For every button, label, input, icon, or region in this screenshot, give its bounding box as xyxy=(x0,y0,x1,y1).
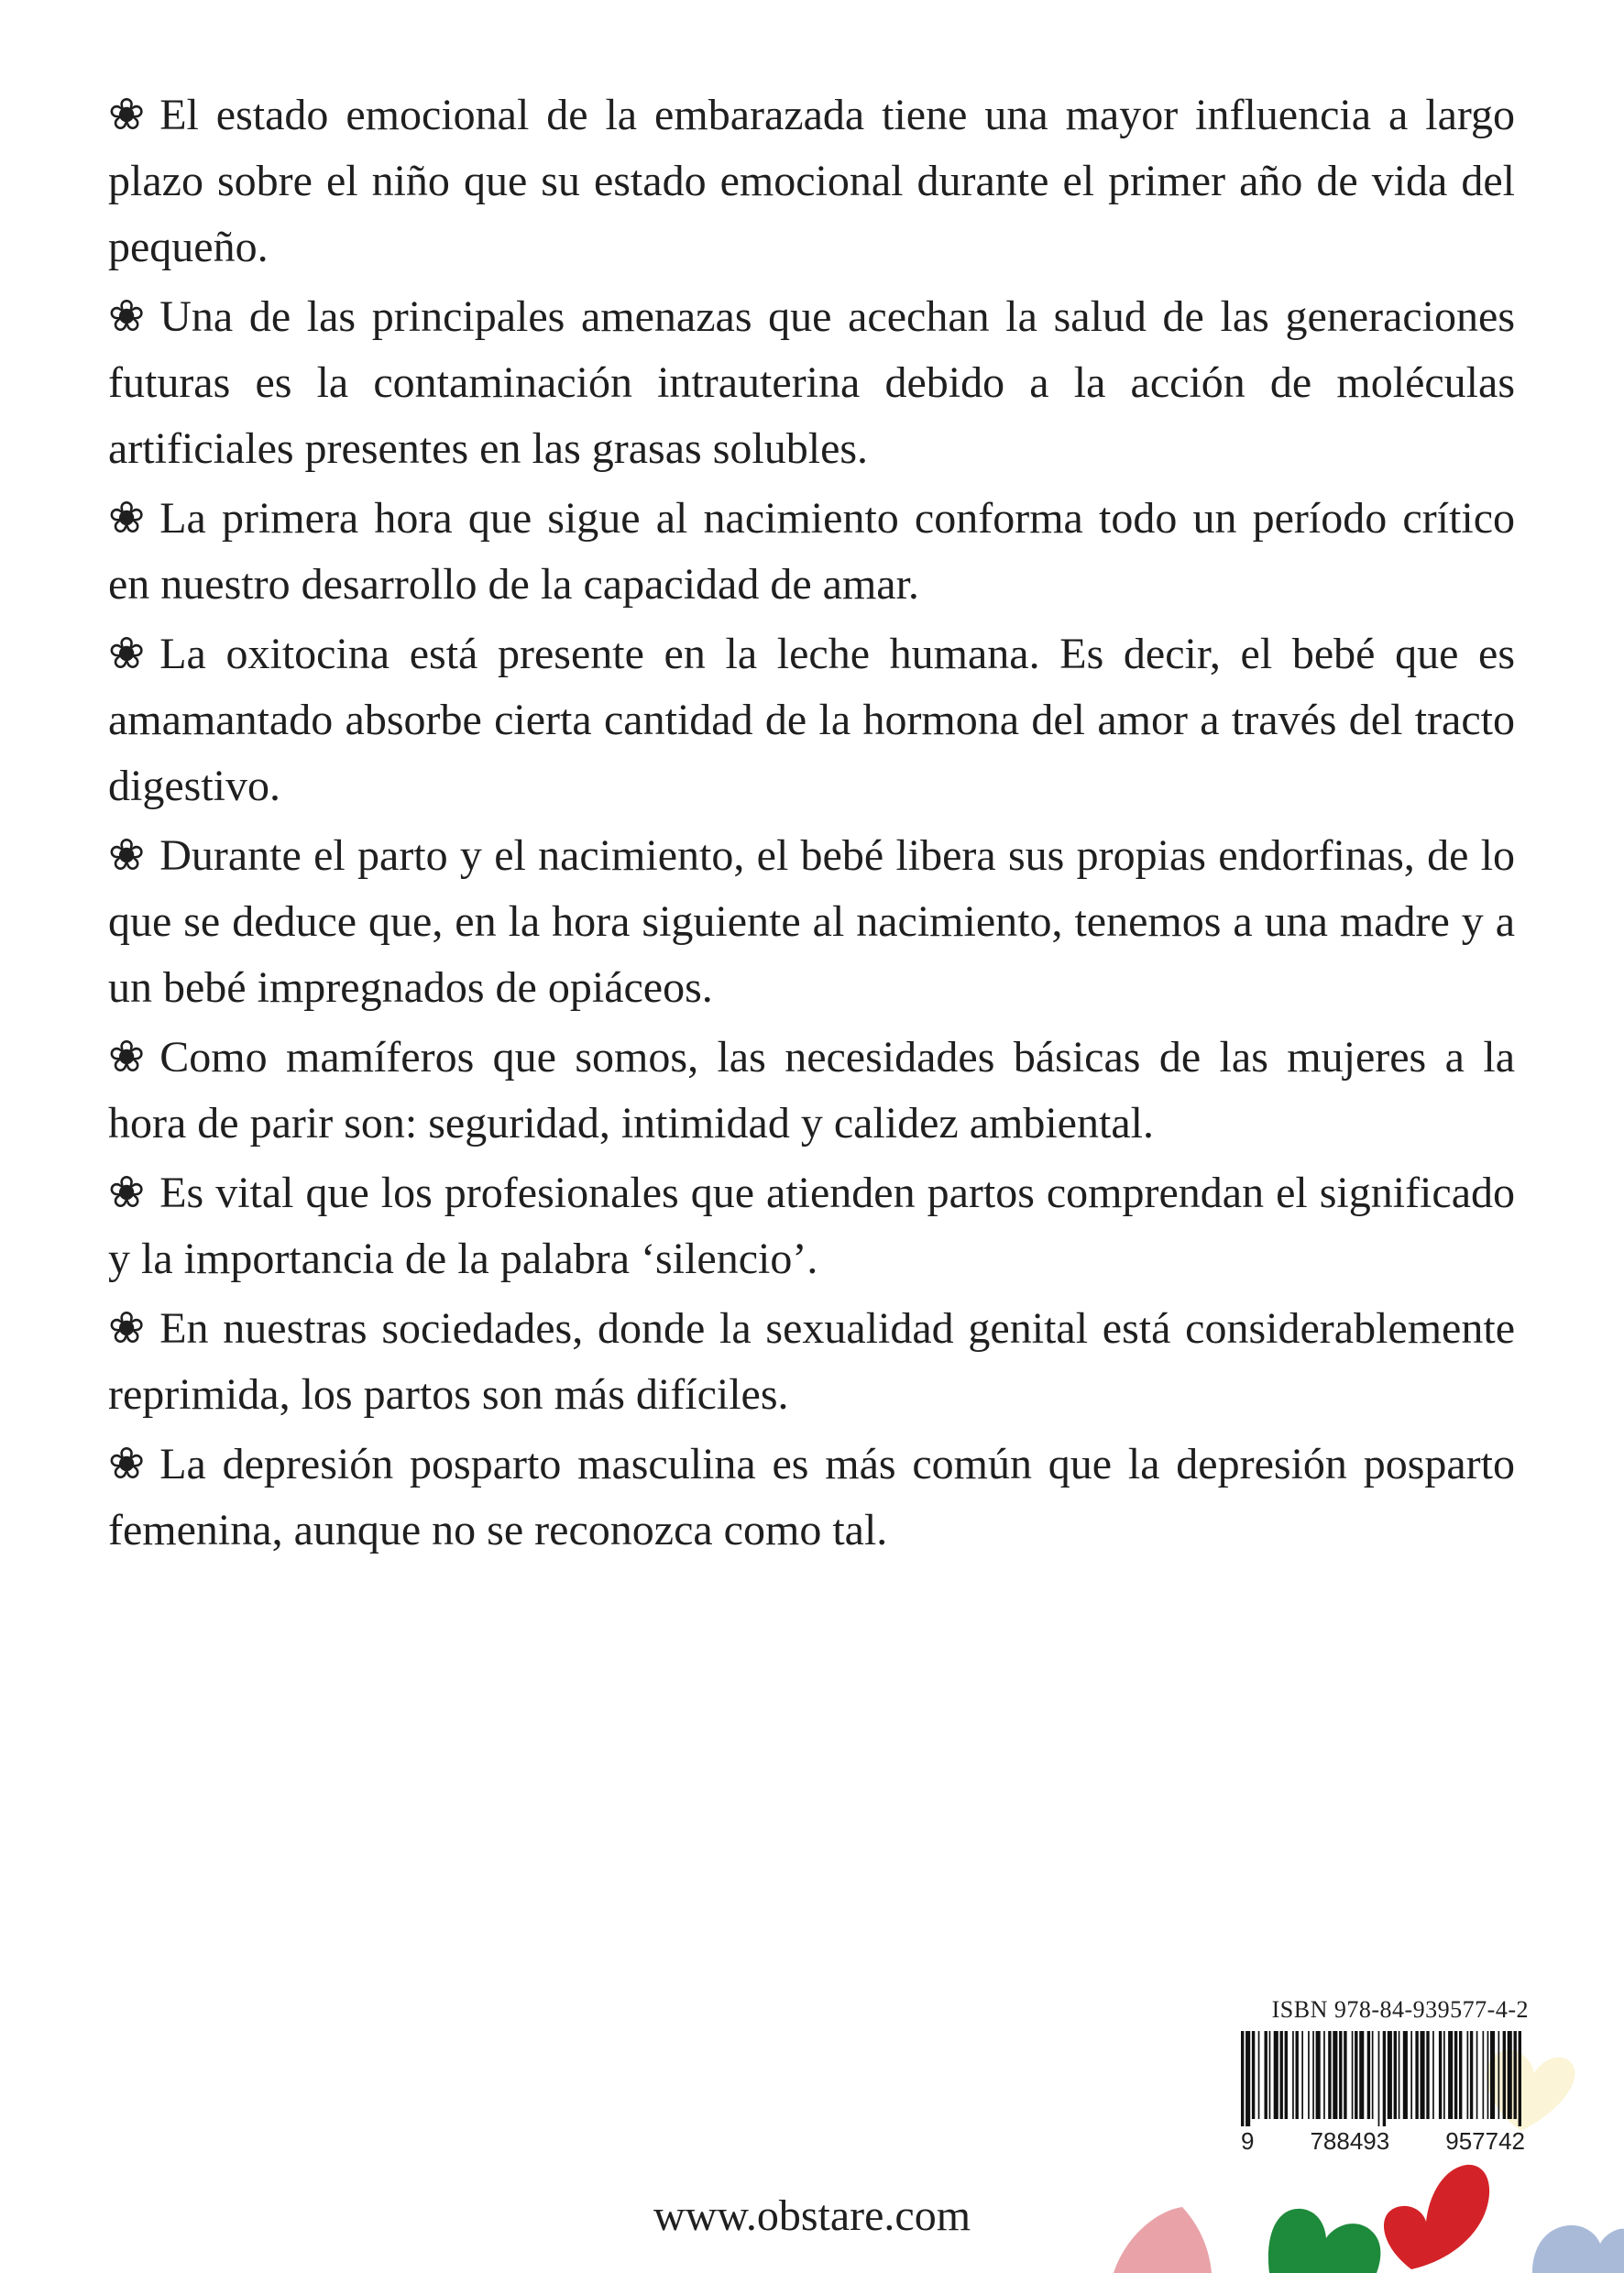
barcode-bar xyxy=(1269,2031,1271,2119)
barcode-bar xyxy=(1487,2031,1489,2119)
barcode-bar xyxy=(1252,2031,1255,2119)
barcode-bar xyxy=(1439,2031,1442,2119)
barcode-bar xyxy=(1245,2031,1250,2126)
barcode-bar xyxy=(1372,2031,1374,2119)
paragraph-text: Una de las principales amenazas que acechan la salud de las generaciones futuras es la contaminación intrauterina debido a la acción de moléculas artificiales presentes en las grasas solubles. xyxy=(108,292,1515,473)
barcode-bar xyxy=(1352,2031,1354,2119)
flower-icon: ❀ xyxy=(108,91,146,139)
barcode-bar xyxy=(1454,2031,1457,2119)
barcode-bar xyxy=(1394,2031,1397,2119)
barcode-bar xyxy=(1503,2031,1506,2119)
flower-icon: ❀ xyxy=(108,292,146,341)
barcode-bar xyxy=(1426,2031,1429,2119)
barcode-bar xyxy=(1308,2031,1310,2119)
isbn-block xyxy=(1237,1996,1529,2154)
flower-icon: ❀ xyxy=(108,1169,146,1217)
barcode-bar xyxy=(1280,2031,1283,2119)
barcode-bar xyxy=(1476,2031,1478,2119)
barcode-bar xyxy=(1410,2031,1412,2119)
paragraph-text: La oxitocina está presente en la leche humana. Es decir, el bebé que es amamantado absorbe cierta cantidad de la hormona del amor a través del tracto digestivo. xyxy=(108,630,1515,810)
barcode-bar xyxy=(1483,2031,1485,2119)
paragraph-text: Durante el parto y el nacimiento, el bebé libera sus propias endorfinas, de lo que se deduce que, en la hora siguiente al nacimiento, tenemos a una madre y a un bebé impregnados de opiáceos. xyxy=(108,831,1515,1012)
paragraph-text: En nuestras sociedades, donde la sexualidad genital está considerablemente reprimida, los partos son más difíciles. xyxy=(108,1304,1515,1419)
barcode-digits xyxy=(1237,2128,1529,2154)
flower-icon: ❀ xyxy=(108,1440,146,1488)
barcode-bar xyxy=(1421,2031,1425,2119)
barcode-bar xyxy=(1274,2031,1278,2119)
barcode-digit-group: 9 xyxy=(1241,2127,1255,2155)
barcode-bar xyxy=(1383,2031,1386,2126)
barcode-bar xyxy=(1378,2031,1380,2126)
flower-icon: ❀ xyxy=(108,831,146,880)
barcode-bar xyxy=(1432,2031,1434,2119)
paragraph-text: La depresión posparto masculina es más común que la depresión posparto femenina, aunque no se reconozca como tal. xyxy=(108,1440,1515,1554)
barcode-bar xyxy=(1470,2031,1473,2119)
barcode-bar xyxy=(1367,2031,1370,2119)
website-url[interactable]: www.obstare.com xyxy=(653,2191,971,2240)
flower-icon: ❀ xyxy=(108,494,146,543)
barcode xyxy=(1237,2031,1529,2126)
barcode-bar xyxy=(1519,2031,1521,2126)
isbn-label: ISBN 978-84-939577-4-2 xyxy=(1271,1996,1529,2023)
paragraph-text: La primera hora que sigue al nacimiento conforma todo un período crítico en nuestro desarrollo de la capacidad de amar. xyxy=(108,494,1515,609)
barcode-bar xyxy=(1323,2031,1325,2119)
barcode-bar xyxy=(1328,2031,1331,2119)
barcode-bar xyxy=(1514,2031,1517,2119)
barcode-bar xyxy=(1292,2031,1294,2119)
barcode-bar xyxy=(1296,2031,1299,2119)
barcode-bar xyxy=(1443,2031,1445,2119)
barcode-bar xyxy=(1359,2031,1364,2119)
barcode-bar xyxy=(1241,2031,1244,2126)
barcode-bar xyxy=(1258,2031,1260,2119)
barcode-bar xyxy=(1301,2031,1303,2119)
paragraph-text: El estado emocional de la embarazada tiene una mayor influencia a largo plazo sobre el niño que su estado emocional durante el primer año de vida del pequeño. xyxy=(108,91,1515,271)
barcode-bar xyxy=(1498,2031,1500,2119)
flower-icon: ❀ xyxy=(108,1033,146,1082)
paragraph-text: Es vital que los profesionales que atienden partos comprendan el significado y la importancia de la palabra ‘silencio’. xyxy=(108,1169,1515,1283)
barcode-bar xyxy=(1355,2031,1357,2119)
barcode-bar xyxy=(1459,2031,1462,2119)
flower-icon: ❀ xyxy=(108,1304,146,1353)
barcode-bar xyxy=(1339,2031,1342,2119)
paragraph-text: Como mamíferos que somos, las necesidades básicas de las mujeres a la hora de parir son: seguridad, intimidad y calidez ambiental. xyxy=(108,1033,1515,1147)
barcode-digit-group: 788493 xyxy=(1310,2127,1390,2155)
barcode-bar xyxy=(1467,2031,1469,2119)
barcode-bar xyxy=(1388,2031,1392,2119)
barcode-bar xyxy=(1333,2031,1337,2119)
barcode-digit-group: 957742 xyxy=(1445,2127,1525,2155)
barcode-bar xyxy=(1285,2031,1288,2119)
barcode-bar xyxy=(1316,2031,1321,2119)
barcode-bar xyxy=(1490,2031,1495,2119)
barcode-bar xyxy=(1448,2031,1453,2119)
barcode-bar xyxy=(1344,2031,1346,2119)
barcode-bar xyxy=(1265,2031,1267,2119)
barcode-bar xyxy=(1403,2031,1408,2119)
barcode-bar xyxy=(1312,2031,1314,2119)
barcode-bar xyxy=(1399,2031,1400,2119)
barcode-bar xyxy=(1415,2031,1418,2119)
barcode-bar xyxy=(1508,2031,1512,2119)
flower-icon: ❀ xyxy=(108,630,146,678)
